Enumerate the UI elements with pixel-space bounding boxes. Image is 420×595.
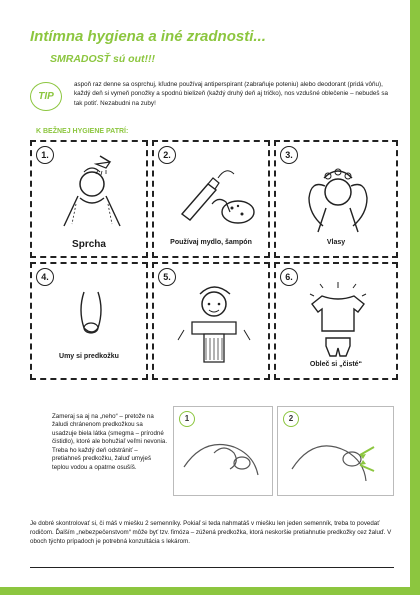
tip-text: aspoň raz denne sa osprchuj, kľudne používaj antiperspirant (zabraňuje poteniu) alebo deodorant (pridá vôňu), každý deň si vymeň ponožky a spodnú bielizeň (každý druhý deň aj tričko), nos vzdušné oblečenie – nebudeš sa tak potiť. Nezabudni na zuby! [74, 81, 388, 107]
right-accent-stripe [410, 0, 420, 595]
panel-number: 6. [280, 268, 298, 286]
bottom-accent-stripe [0, 587, 420, 595]
panel-caption: Sprcha [72, 239, 106, 250]
panel-shower [30, 140, 148, 258]
panel-caption: Umy si predkožku [59, 353, 119, 360]
panel-soap-shampoo [152, 140, 270, 258]
illustration-step-2 [277, 406, 394, 496]
page-subtitle: SMRADOSŤ sú out!!! [50, 53, 155, 65]
panel-caption: Používaj mydlo, šampón [170, 239, 252, 246]
tip-badge-label: TIP [38, 91, 54, 102]
info-text: Zameraj sa aj na „neho“ – pretože na žaludi chránenom predkožkou sa usadzuje biela látka (smegma – prírodné čistidlo), ktoré ale bohužiaľ veľmi nevonia. Treba ho každý deň odstrániť – pretiahneš predkožku, žaluď umyješ teplou vodou a opatrne osušíš. [52, 413, 168, 471]
hygiene-steps-grid [30, 140, 398, 380]
bottom-text: Je dobré skontrolovať si, či máš v miešku 2 semenníky. Pokiaľ si teda nahmatáš v miešku len jeden semenník, treba to povedať rodičom. Ďalším „nebezpečenstvom“ môže byť tzv. fimóza – zúžená predkožka, ktorá neskoršie pretiahnutie predkožky cez žaluď. V oboch týchto prípadoch je potrebná konzultácia s lekárom. [30, 520, 392, 545]
panel-number: 3. [280, 146, 298, 164]
panel-number: 5. [158, 268, 176, 286]
section-label: K BEŽNEJ HYGIENE PATRÍ: [36, 128, 129, 135]
panel-drying [152, 262, 270, 380]
panel-number: 4. [36, 268, 54, 286]
page-title: Intímna hygiena a iné zradnosti... [30, 28, 266, 45]
panel-caption: Obleč si „čisté“ [309, 361, 363, 368]
panel-hair [274, 140, 398, 258]
panel-foreskin [30, 262, 148, 380]
panel-clean-clothes [274, 262, 398, 380]
illustration-step-1 [173, 406, 273, 496]
panel-caption: Vlasy [326, 239, 346, 246]
illustration-number: 1 [179, 411, 195, 427]
panel-number: 2. [158, 146, 176, 164]
illustration-number: 2 [283, 411, 299, 427]
panel-number: 1. [36, 146, 54, 164]
bottom-divider [30, 567, 394, 568]
tip-badge [30, 82, 62, 111]
